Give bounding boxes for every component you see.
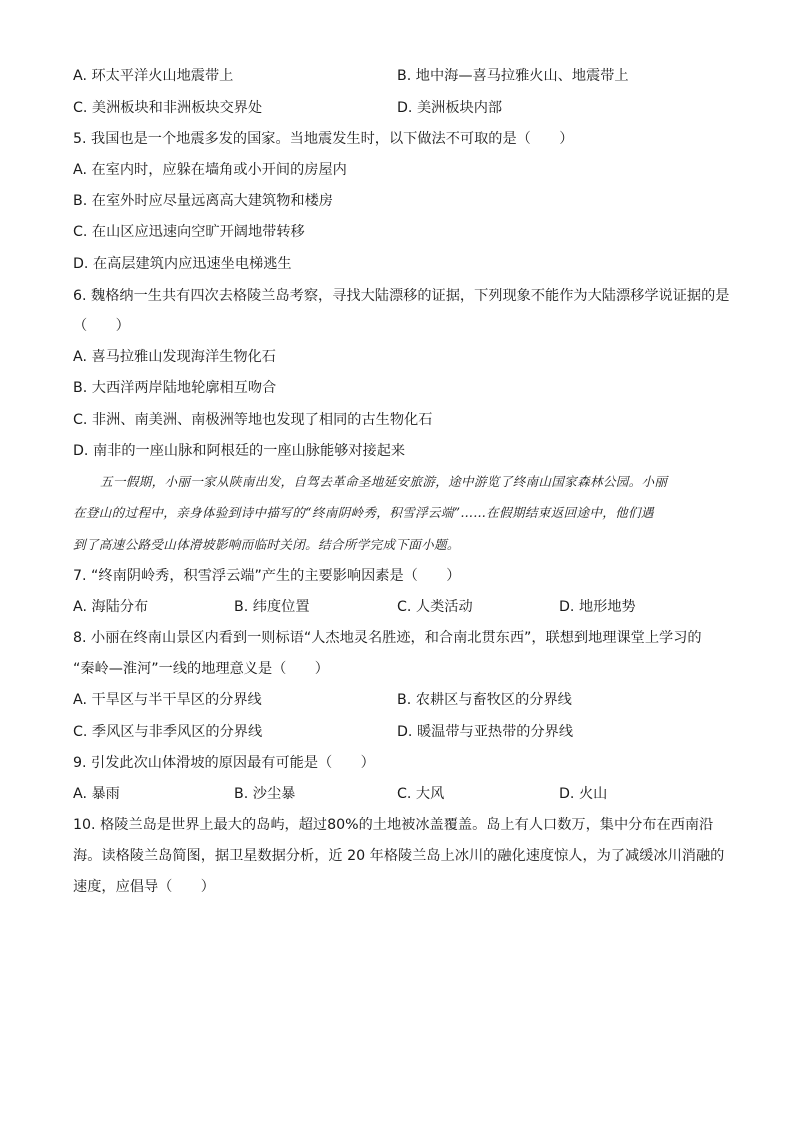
- q8-stem-line2: “秦岭—淮河”一线的地理意义是（ ）: [73, 661, 329, 677]
- q9-option-a: A. 暴雨: [73, 786, 120, 802]
- q7-option-c: C. 人类活动: [397, 599, 473, 615]
- q8-option-c: C. 季风区与非季风区的分界线: [73, 724, 263, 740]
- q5-option-c: C. 在山区应迅速向空旷开阔地带转移: [73, 224, 305, 240]
- q9-stem: 9. 引发此次山体滑坡的原因最有可能是（ ）: [73, 755, 375, 771]
- q5-option-b: B. 在室外时应尽量远离高大建筑物和楼房: [73, 193, 333, 209]
- q5-option-a: A. 在室内时，应躲在墙角或小开间的房屋内: [73, 162, 347, 178]
- q10-stem-line2: 海。读格陵兰岛简图，据卫星数据分析，近 20 年格陵兰岛上冰川的融化速度惊人，为了减缓冰川消融的: [73, 848, 725, 864]
- q6-option-a: A. 喜马拉雅山发现海洋生物化石: [73, 349, 276, 365]
- q6-option-c: C. 非洲、南美洲、南极洲等地也发现了相同的古生物化石: [73, 412, 433, 428]
- passage-line2: 在登山的过程中，亲身体验到诗中描写的“终南阴岭秀，积雪浮云端”……在假期结束返回途中，他们遇: [73, 505, 654, 520]
- q6-stem-line1: 6. 魏格纳一生共有四次去格陵兰岛考察，寻找大陆漂移的证据，下列现象不能作为大陆漂移学说证据的是: [73, 288, 730, 304]
- q6-stem-line2: （ ）: [73, 318, 130, 334]
- q10-stem-line1: 10. 格陵兰岛是世界上最大的岛屿，超过80%的土地被冰盖覆盖。岛上有人口数万，集中分布在西南沿: [73, 817, 714, 833]
- q8-option-b: B. 农耕区与畜牧区的分界线: [397, 692, 572, 708]
- q7-option-a: A. 海陆分布: [73, 599, 149, 615]
- q5-stem: 5. 我国也是一个地震多发的国家。当地震发生时，以下做法不可取的是（ ）: [73, 131, 574, 147]
- q4-option-a: A. 环太平洋火山地震带上: [73, 68, 234, 84]
- q5-option-d: D. 在高层建筑内应迅速坐电梯逃生: [73, 256, 292, 272]
- passage-line3: 到了高速公路受山体滑坡影响而临时关闭。结合所学完成下面小题。: [73, 537, 460, 552]
- q8-stem-line1: 8. 小丽在终南山景区内看到一则标语“人杰地灵名胜迹，和合南北贯东西”，联想到地理课堂上学习的: [73, 630, 702, 646]
- q10-stem-line3: 速度，应倡导（ ）: [73, 879, 215, 895]
- q4-option-d: D. 美洲板块内部: [397, 100, 503, 116]
- q7-option-d: D. 地形地势: [559, 599, 636, 615]
- q8-option-a: A. 干旱区与半干旱区的分界线: [73, 692, 262, 708]
- passage-line1: 五一假期，小丽一家从陕南出发，自驾去革命圣地延安旅游，途中游览了终南山国家森林公园。小丽: [100, 474, 668, 489]
- q8-option-d: D. 暖温带与亚热带的分界线: [397, 724, 574, 740]
- q9-option-b: B. 沙尘暴: [234, 786, 296, 802]
- q7-stem: 7. “终南阴岭秀，积雪浮云端”产生的主要影响因素是（ ）: [73, 568, 461, 584]
- q9-option-c: C. 大风: [397, 786, 445, 802]
- q4-option-b: B. 地中海—喜马拉雅火山、地震带上: [397, 68, 629, 84]
- q6-option-b: B. 大西洋两岸陆地轮廓相互吻合: [73, 380, 277, 396]
- q6-option-d: D. 南非的一座山脉和阿根廷的一座山脉能够对接起来: [73, 443, 406, 459]
- q9-option-d: D. 火山: [559, 786, 608, 802]
- q4-option-c: C. 美洲板块和非洲板块交界处: [73, 100, 263, 116]
- q7-option-b: B. 纬度位置: [234, 599, 310, 615]
